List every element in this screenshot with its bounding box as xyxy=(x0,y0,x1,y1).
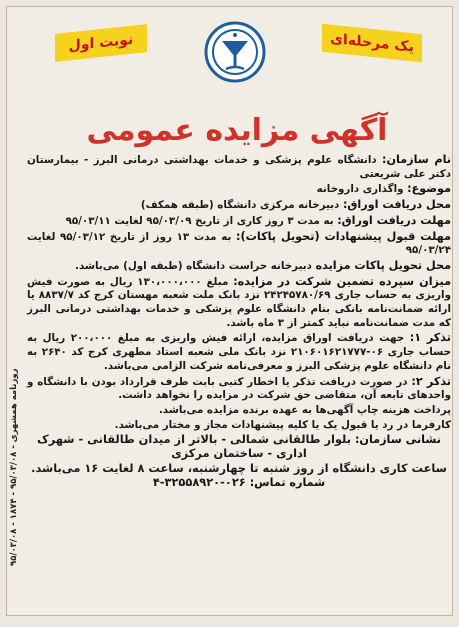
phone-label: شماره تماس: xyxy=(249,476,326,490)
notice-title: آگهی مزایده عمومی xyxy=(86,113,388,148)
address-text: بلوار طالقانی شمالی - بالاتر از میدان طالقانی - شهرک اداری - ساختمان مرکزی xyxy=(37,432,351,461)
note1-line xyxy=(27,331,451,373)
subject-text: واگذاری داروخانه xyxy=(316,183,404,196)
place-offer-text: دبیرخانه حراست دانشگاه (طبقه اول) می‌باشد. xyxy=(75,259,312,272)
place-docs-label: محل دریافت اوراق: xyxy=(342,198,451,212)
deposit-label: میزان سپرده تضمین شرکت در مزایده: xyxy=(233,274,452,288)
place-docs-line xyxy=(27,198,451,213)
side-publication-strip: روزنامه همشهری - ۹۵/۰۳/۰۸ - ۱۸۷۴ - ۹۵/۰۳/۰۸ xyxy=(9,368,19,566)
deadline-docs-label: مهلت دریافت اوراق: xyxy=(337,213,451,227)
round-badge: نوبت اول xyxy=(55,24,147,62)
deadline-docs-line xyxy=(27,214,451,229)
deadline-offer-label: مهلت قبول پیشنهادات (تحویل پاکات): xyxy=(236,229,451,243)
fee-line: پرداخت هزینه چاپ آگهی‌ها به عهده برنده مزایده می‌باشد. xyxy=(158,403,451,416)
hours-line: ساعت کاری دانشگاه از روز شنبه تا چهارشنبه، ساعت ۸ لغایت ۱۶ می‌باشد. xyxy=(31,460,447,475)
notice-page xyxy=(6,6,453,616)
org-line xyxy=(27,153,451,181)
deadline-docs-text: به مدت ۳ روز کاری از تاریخ ۹۵/۰۳/۰۹ لغایت ۹۵/۰۳/۱۱ xyxy=(65,214,334,227)
subject-line xyxy=(27,182,451,197)
place-docs-text: دبیرخانه مرکزی دانشگاه (طبقه همکف) xyxy=(140,199,340,212)
note2-line xyxy=(27,375,451,403)
address-line xyxy=(27,433,451,460)
place-offer-line xyxy=(27,259,451,274)
university-logo-icon xyxy=(204,21,266,83)
deposit-text: مبلغ ۱۳۰،۰۰۰،۰۰۰ ریال به صورت فیش واریزی به حساب جاری ۲۴۲۴۵۷۸۰/۶۹ نزد بانک ملت شعبه مهستان کرج کد ۸۸۳۷/۷ یا ارائه ضمانت‌نامه بانکی بنام دانشگاه علوم پزشکی و خدمات بهداشتی درمانی البرز که مدت ضمانت‌نامه نباید کمتر از ۳ ماه باشد. xyxy=(27,275,451,329)
deadline-offer-line xyxy=(27,230,451,258)
note1-text: جهت دریافت اوراق مزایده، ارائه فیش واریزی به مبلغ ۲۰۰،۰۰۰ ریال به حساب جاری ۰۶-۲۱۰۶۰۱۶۲۱۷۷۷ نزد بانک ملی شعبه استاد مطهری کرج کد ۲۶۴۰ به نام دانشگاه علوم پزشکی البرز و معرفی‌نامه شرکت الزامی می‌باشد. xyxy=(27,332,452,372)
deposit-line xyxy=(27,275,451,331)
note2-label: تذکر ۲: xyxy=(411,374,451,388)
org-label: نام سازمان: xyxy=(382,153,451,166)
phone-line xyxy=(27,476,451,490)
place-offer-label: محل تحویل پاکات مزایده xyxy=(315,258,451,272)
deadline-offer-text: به مدت ۱۳ روز از تاریخ ۹۵/۰۳/۱۲ لغایت ۹۵/۰۳/۲۴ xyxy=(27,230,451,257)
address-label: نشانی سازمان: xyxy=(354,433,441,447)
note1-label: تذکر ۱: xyxy=(409,331,451,345)
org-text: دانشگاه علوم پزشکی و خدمات بهداشتی درمانی البرز - بیمارستان دکتر علی شریعتی xyxy=(27,154,451,180)
phone-text: ۰۲۶-۳۲۵۵۸۹۲۰-۴ xyxy=(152,475,246,490)
subject-label: موضوع: xyxy=(407,182,451,196)
employer-line: کارفرما در رد یا قبول یک یا کلیه پیشنهادات مجاز و مختار می‌باشد. xyxy=(114,418,451,431)
note2-text: در صورت دریافت تذکر یا اخطار کتبی بابت طرف قرارداد بودن با دانشگاه و واحدهای تابعه آن، متقاضی حق شرکت در مزایده را نخواهد داشت. xyxy=(27,375,451,402)
notice-body xyxy=(27,153,451,491)
stage-badge: یک مرحله‌ای xyxy=(322,24,422,63)
